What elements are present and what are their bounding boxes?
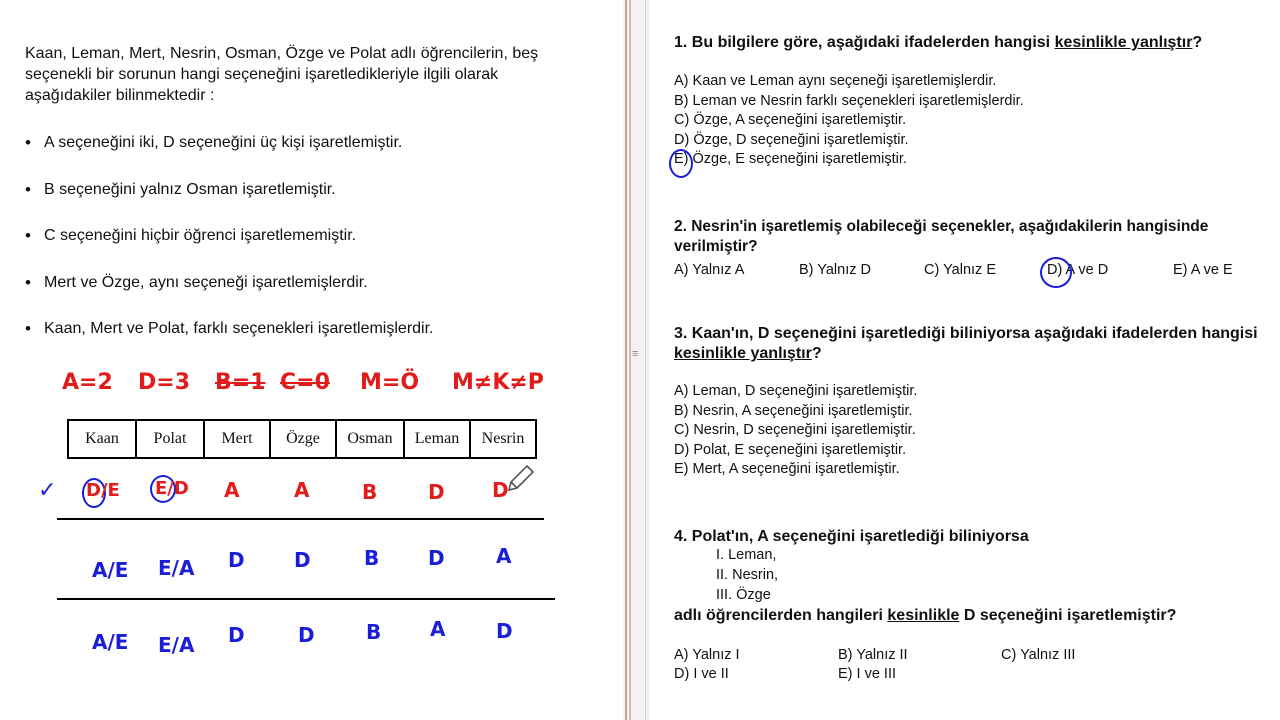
clue-item: • A seçeneğini iki, D seçeneğini üç kişi işaretlemiştir. [25,133,433,180]
student-table [67,419,537,459]
row2-kaan: A/E [92,558,129,582]
gutter-line [625,0,627,720]
left-page [0,0,623,720]
note-c-count: C=0 [280,370,330,395]
row1-kaan: D/E [86,480,120,501]
question-2: 2. Nesrin'in işaretlemiş olabileceği seçenekler, aşağıdakilerin hangisinde verilmiştir? [674,218,1209,255]
question-4: 4. Polat'ın, A seçeneğini işaretlediği biliniyorsa [674,528,1029,545]
row2-polat: E/A [158,556,195,580]
q4-option-b[interactable]: B) Yalnız II [838,647,908,663]
answer-circle [1040,257,1072,288]
note-a-count: A=2 [62,370,113,395]
q4-item: II. Nesrin, [716,567,779,583]
clue-item: • Mert ve Özge, aynı seçeneği işaretlemişlerdir. [25,273,433,320]
table-header-cell: Kaan [68,420,136,458]
q2-option-a[interactable]: A) Yalnız A [674,262,745,278]
divider-line [57,598,555,600]
q3-option-d[interactable]: D) Polat, E seçeneğini işaretlemiştir. [674,441,907,458]
divider-line [57,518,544,520]
row3-mert: D [228,623,245,647]
row2-nesrin: A [496,544,512,568]
clue-item: • B seçeneğini yalnız Osman işaretlemiştir. [25,180,433,227]
note-m-equals-o: M=Ö [360,370,420,395]
row2-mert: D [228,548,245,572]
splitter-grip-icon[interactable]: ≡ [632,348,639,360]
q1-option-b[interactable]: B) Leman ve Nesrin farklı seçenekleri işaretlemişlerdir. [674,92,1024,109]
check-mark: ✓ [38,478,57,503]
q3-option-c[interactable]: C) Nesrin, D seçeneğini işaretlemiştir. [674,422,916,438]
row2-leman: D [428,546,445,570]
question-4-prompt: adlı öğrencilerden hangileri kesinlikle D seçeneğini işaretlemiştir? [674,607,1177,624]
row1-mert: A [224,478,240,502]
row3-kaan: A/E [92,630,129,654]
q2-option-b[interactable]: B) Yalnız D [799,262,871,278]
row3-osman: B [366,620,382,644]
clue-item: • Kaan, Mert ve Polat, farklı seçenekleri işaretlemişlerdir. [25,319,433,366]
q3-option-a[interactable]: A) Leman, D seçeneğini işaretlemiştir. [674,383,918,399]
q2-option-d[interactable]: D) A ve D [1047,262,1109,278]
problem-intro: Kaan, Leman, Mert, Nesrin, Osman, Özge ve Polat adlı öğrencilerin, beş seçenekli bir sorunun hangi seçeneğini işaretledikleriyle ilgili olarak aşağıdakiler bilinmektedir : [25,45,539,104]
question-3: 3. Kaan'ın, D seçeneğini işaretlediği biliniyorsa aşağıdaki ifadelerden hangisi kesinlikle yanlıştır? [674,325,1258,362]
table-header-cell: Osman [336,420,404,458]
q1-option-c[interactable]: C) Özge, A seçeneğini işaretlemiştir. [674,112,907,128]
table-header-cell: Özge [270,420,336,458]
row2-osman: B [364,546,380,570]
note-d-count: D=3 [138,370,191,395]
q4-item: III. Özge [716,587,771,603]
row3-ozge: D [298,623,315,647]
row1-ozge: A [294,478,310,502]
q4-item: I. Leman, [716,547,777,563]
q1-option-d[interactable]: D) Özge, D seçeneğini işaretlemiştir. [674,131,909,148]
table-header-cell: Polat [136,420,204,458]
q4-option-d[interactable]: D) I ve II [674,666,729,682]
gutter-line [645,0,646,720]
clue-list [25,133,433,366]
q4-option-a[interactable]: A) Yalnız I [674,647,740,663]
page-gutter[interactable] [623,0,650,720]
q3-option-e[interactable]: E) Mert, A seçeneğini işaretlemiştir. [674,461,900,477]
clue-item: • C seçeneğini hiçbir öğrenci işaretlememiştir. [25,226,433,273]
row3-leman: A [430,617,446,641]
q4-option-c[interactable]: C) Yalnız III [1001,647,1076,663]
table-header-cell: Mert [204,420,270,458]
table-header-cell: Nesrin [470,420,536,458]
q1-option-e[interactable]: E) Özge, E seçeneğini işaretlemiştir. [674,151,907,167]
q2-option-c[interactable]: C) Yalnız E [924,262,996,278]
note-b-count: B=1 [215,370,266,395]
q1-option-a[interactable]: A) Kaan ve Leman aynı seçeneği işaretlemişlerdir. [674,73,997,89]
row1-polat: E/D [155,478,189,499]
row1-leman: D [428,480,445,504]
row1-nesrin: D [492,478,509,502]
q2-option-e[interactable]: E) A ve E [1173,262,1233,278]
gutter-line [629,0,631,720]
row3-polat: E/A [158,633,195,657]
row2-ozge: D [294,548,311,572]
answer-circle [669,149,693,178]
q4-option-e[interactable]: E) I ve III [838,666,897,682]
row3-nesrin: D [496,619,513,643]
row1-osman: B [362,480,378,504]
q3-option-b[interactable]: B) Nesrin, A seçeneğini işaretlemiştir. [674,402,913,419]
pen-cursor-icon [505,462,535,492]
note-m-k-p-different: M≠K≠P [452,370,544,395]
question-1: 1. Bu bilgilere göre, aşağıdaki ifadelerden hangisi kesinlikle yanlıştır? [674,34,1203,51]
table-header-cell: Leman [404,420,470,458]
